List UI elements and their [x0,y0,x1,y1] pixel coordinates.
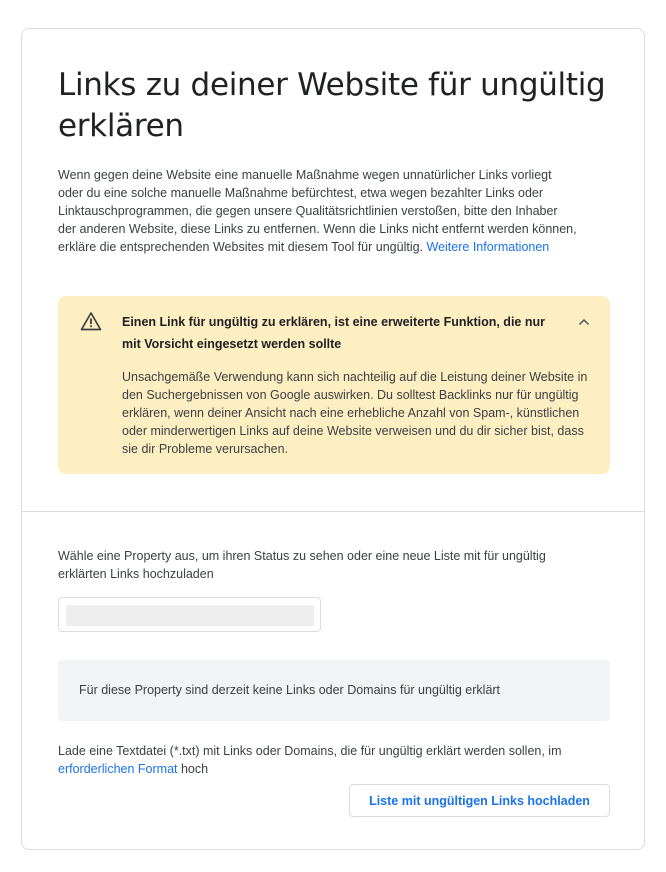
warning-title: Einen Link für ungültig zu erklären, ist eine erweiterte Funktion, die nur mit Vorsicht eingesetzt werden sollte [122,315,545,351]
upload-text-after: hoch [180,762,209,776]
intro-text: Wenn gegen deine Website eine manuelle Maßnahme wegen unnatürlicher Links vorliegt oder du eine solche manuelle Maßnahme befürchtest, etwa wegen bezahlter Links oder Linktauschprogrammen, die gegen unsere Qualitätsrichtlinien verstoßen, bitte den Inhaber der anderen Website, diese Links zu entfernen. Wenn die Links nicht entfernt werden können, erkläre die entsprechenden Websites mit diesem Tool für ungültig. [58,168,577,254]
upload-text-before: Lade eine Textdatei (*.txt) mit Links oder Domains, die für ungültig erklärt werden sollen, im [58,744,562,758]
more-info-link[interactable]: Weitere Informationen [426,240,550,254]
property-select[interactable] [58,597,321,632]
warning-triangle-icon [80,311,102,331]
warning-body: Unsachgemäße Verwendung kann sich nachteilig auf die Leistung deiner Website in den Suchergebnissen von Google auswirken. Du solltest Backlinks nur für ungültig erklären, wenn deiner Ansicht nach eine erhebliche Anzahl von Spam-, künstlichen oder minderwertigen Links auf deine Website verweisen und du dir sicher bist, dass sie dir Probleme verursachen. [122,370,588,456]
empty-state-panel [58,660,610,721]
property-select-value [66,605,314,626]
upload-instructions [58,742,598,778]
property-select-label: Wähle eine Property aus, um ihren Status zu sehen oder eine neue Liste mit für ungültig erklärten Links hochzuladen [58,549,546,581]
required-format-link[interactable]: erforderlichen Format [58,762,178,776]
upload-disavow-list-button[interactable]: Liste mit ungültigen Links hochladen [349,784,610,817]
disavow-card [21,28,645,850]
chevron-up-icon[interactable] [572,310,596,334]
page-title: Links zu deiner Website für ungültig erklären [58,67,606,144]
intro-paragraph [58,166,578,256]
warning-panel [58,296,610,474]
empty-state-message: Für diese Property sind derzeit keine Links oder Domains für ungültig erklärt [79,683,501,697]
header-section [22,29,644,512]
